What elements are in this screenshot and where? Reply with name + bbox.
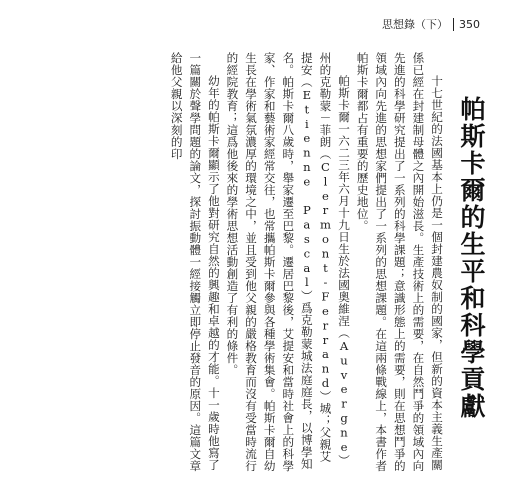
section-title: 思想錄（下） <box>382 18 448 31</box>
paragraph: 十七世紀的法國基本上仍是一個封建農奴制的國家，但新的資本主義生產關係已經在封建制母體之內開始滋長。生產技術上的需要，在自然鬥爭的領域內向先進的科學研究提出了一系列的科學課題；意識形態上的需要，則在思想鬥爭的領域內向先進的思想家們提出了一系列的思想課題。在這兩條戰線上，本書作者帕斯卡爾都占有重要的歷史地位。 <box>355 52 444 472</box>
running-header <box>382 16 480 32</box>
article-body <box>167 52 486 472</box>
page-number: 350 <box>459 17 480 31</box>
header-divider <box>453 18 454 31</box>
article-title: 帕斯卡爾的生平和科學貢獻 <box>457 96 486 420</box>
paragraph: 帕斯卡爾一六二三年六月十九日生於法國奧維涅（Auvergne）州的克勒蒙－菲朗（Clermont-Ferrand）城；父親艾提安（Etienne Pascal）爲克勒蒙城法庭庭長，以博學知名。帕斯卡爾八歲時，舉家遷至巴黎。遷居巴黎後，艾提安和當時社會上的科學家、作家和藝術家經常交往，也常攜帕斯卡爾參與各種學術集會。帕斯卡爾自幼生長在學術氣氛濃厚的環境之中，並且受到他父親的嚴格教育而沒有受當時流行的經院教育；這爲他後來的學術思想活動創造了有利的條件。 <box>225 52 352 472</box>
paragraph: 幼年的帕斯卡爾顯示了他對研究自然的興趣和卓越的才能。十一歲時他寫了一篇關於聲學問題的論文，探討振動體一經接觸立即停止發音的原因。這篇文章給他父親以深刻的印 <box>169 52 221 472</box>
